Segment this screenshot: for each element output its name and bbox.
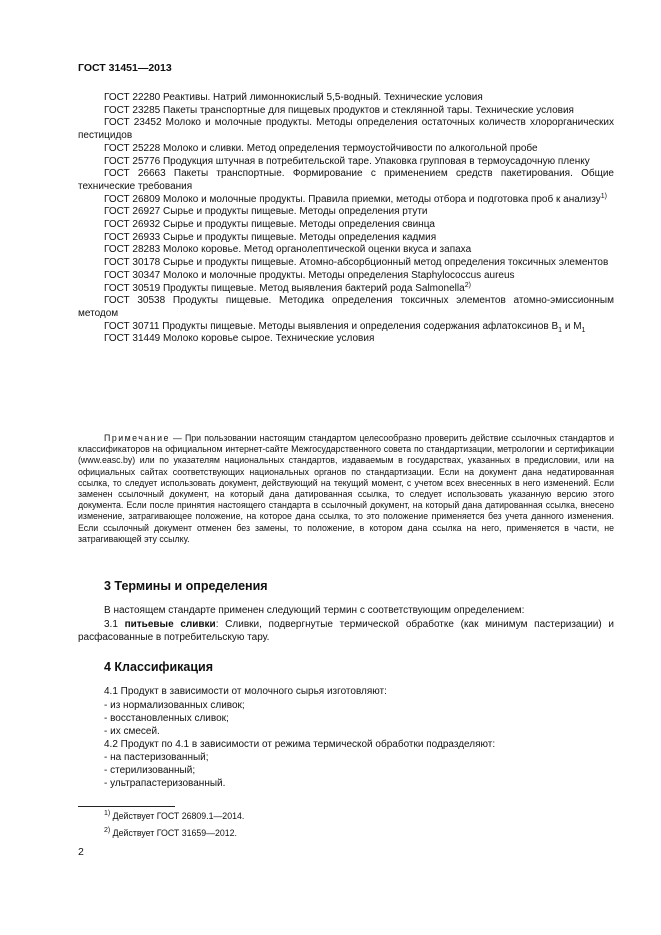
list-item: - из нормализованных сливок; — [104, 700, 245, 711]
footnote-divider — [78, 806, 175, 807]
footnote-ref: 2) — [464, 281, 471, 289]
reference-item: ГОСТ 26663 Пакеты транспортные. Формирование с применением средств пакетирования. Общие технические требования — [78, 168, 614, 192]
reference-item: ГОСТ 28283 Молоко коровье. Метод органолептической оценки вкуса и запаха — [104, 244, 472, 256]
clause-4-2: 4.2 Продукт по 4.1 в зависимости от режима термической обработки подразделяют: — [104, 739, 496, 750]
reference-item: ГОСТ 26927 Сырье и продукты пищевые. Методы определения ртути — [104, 206, 428, 218]
term-definition — [78, 618, 614, 644]
reference-text: ГОСТ 30711 Продукты пищевые. Методы выявления и определения содержания афлатоксинов B — [104, 320, 559, 332]
footnote — [104, 811, 244, 821]
reference-item — [78, 194, 614, 207]
normative-references — [78, 92, 614, 346]
term-number: 3.1 — [104, 619, 125, 630]
page-number: 2 — [78, 846, 84, 858]
reference-text-cont: и M — [562, 320, 582, 332]
list-item: - восстановленных сливок; — [104, 713, 229, 724]
document-header: ГОСТ 31451—2013 — [78, 62, 172, 74]
footnote-mark: 1) — [104, 810, 111, 817]
note-paragraph — [78, 433, 614, 545]
reference-item: ГОСТ 23452 Молоко и молочные продукты. Методы определения остаточных количеств хлорорганических пестицидов — [78, 117, 614, 142]
reference-item: ГОСТ 25228 Молоко и сливки. Метод определения термоустойчивости по алкогольной пробе — [104, 142, 538, 154]
reference-item: ГОСТ 30538 Продукты пищевые. Методика определения токсичных элементов атомно-эмиссионным методом — [78, 295, 614, 319]
subscript: 1 — [558, 326, 563, 334]
reference-item: ГОСТ 30178 Сырье и продукты пищевые. Атомно-абсорбционный метод определения токсичных элементов — [104, 257, 609, 269]
note-text: — При пользовании настоящим стандартом целесообразно проверить действие ссылочных стандартов и классификаторов на официальном интернет-сайте Межгосударственного совета по стандартизации, метрологии и сертификации (www.easc.by) или по указателям национальных стандартов, издаваемым в государствах, указанных в предисловии, или на официальных сайтах соответствующих национальных органов по стандартизации. Если на документ дана недатированная ссылка, то следует использовать документ, действующий на текущий момент, с учетом всех внесенных в него изменений. Если заменен ссылочный документ, на который дана датированная ссылка, то следует использовать указанную версию этого документа. Если после принятия настоящего стандарта в ссылочный документ, на который дана датированная ссылка, внесено изменение, затрагивающее положение, на которое дана ссылка, то это положение применяется без учета данного изменения. Если ссылочный документ отменен без замены, то положение, в котором дана ссылка на него, применяется в части, не затрагивающей эту ссылку. — [78, 433, 614, 544]
reference-text: ГОСТ 30519 Продукты пищевые. Метод выявления бактерий рода Salmonella — [104, 282, 465, 294]
footnote-mark: 2) — [104, 827, 111, 834]
reference-item — [78, 321, 614, 334]
term-text: : Сливки, подвергнутые термической обработке (как минимум пастеризации) и расфасованные в потребительскую тару. — [78, 619, 614, 643]
clause-4-1: 4.1 Продукт в зависимости от молочного сырья изготовляют: — [104, 686, 387, 697]
section-4-title: 4 Классификация — [104, 660, 214, 674]
reference-item: ГОСТ 26932 Сырье и продукты пищевые. Методы определения свинца — [104, 219, 435, 231]
reference-item — [78, 283, 614, 296]
list-item: - ультрапастеризованный. — [104, 778, 226, 789]
reference-item: ГОСТ 30347 Молоко и молочные продукты. Методы определения Staphylococcus aureus — [104, 269, 515, 281]
reference-item: ГОСТ 25776 Продукция штучная в потребительской таре. Упаковка групповая в термоусадочную пленку — [104, 155, 590, 167]
footnote-text: Действует ГОСТ 31659—2012. — [110, 828, 237, 838]
reference-item: ГОСТ 26933 Сырье и продукты пищевые. Методы определения кадмия — [104, 231, 437, 243]
list-item: - их смесей. — [104, 726, 160, 737]
term-name: питьевые сливки — [124, 619, 216, 630]
reference-item: ГОСТ 31449 Молоко коровье сырое. Технические условия — [104, 333, 375, 345]
reference-text: ГОСТ 26809 Молоко и молочные продукты. Правила приемки, методы отбора и подготовка проб к анализу — [104, 193, 601, 205]
list-item: - стерилизованный; — [104, 765, 196, 776]
section-3-intro: В настоящем стандарте применен следующий термин с соответствующим определением: — [104, 605, 525, 616]
footnote — [104, 828, 237, 838]
reference-item: ГОСТ 23285 Пакеты транспортные для пищевых продуктов и стеклянной тары. Технические условия — [104, 104, 574, 116]
reference-item: ГОСТ 22280 Реактивы. Натрий лимоннокислый 5,5-водный. Технические условия — [104, 92, 483, 103]
subscript: 1 — [581, 326, 586, 334]
footnote-text: Действует ГОСТ 26809.1—2014. — [110, 811, 245, 821]
footnote-ref: 1) — [600, 192, 607, 200]
section-3-title: 3 Термины и определения — [104, 579, 268, 593]
list-item: - на пастеризованный; — [104, 752, 209, 763]
note-label: Примечание — [104, 433, 170, 443]
